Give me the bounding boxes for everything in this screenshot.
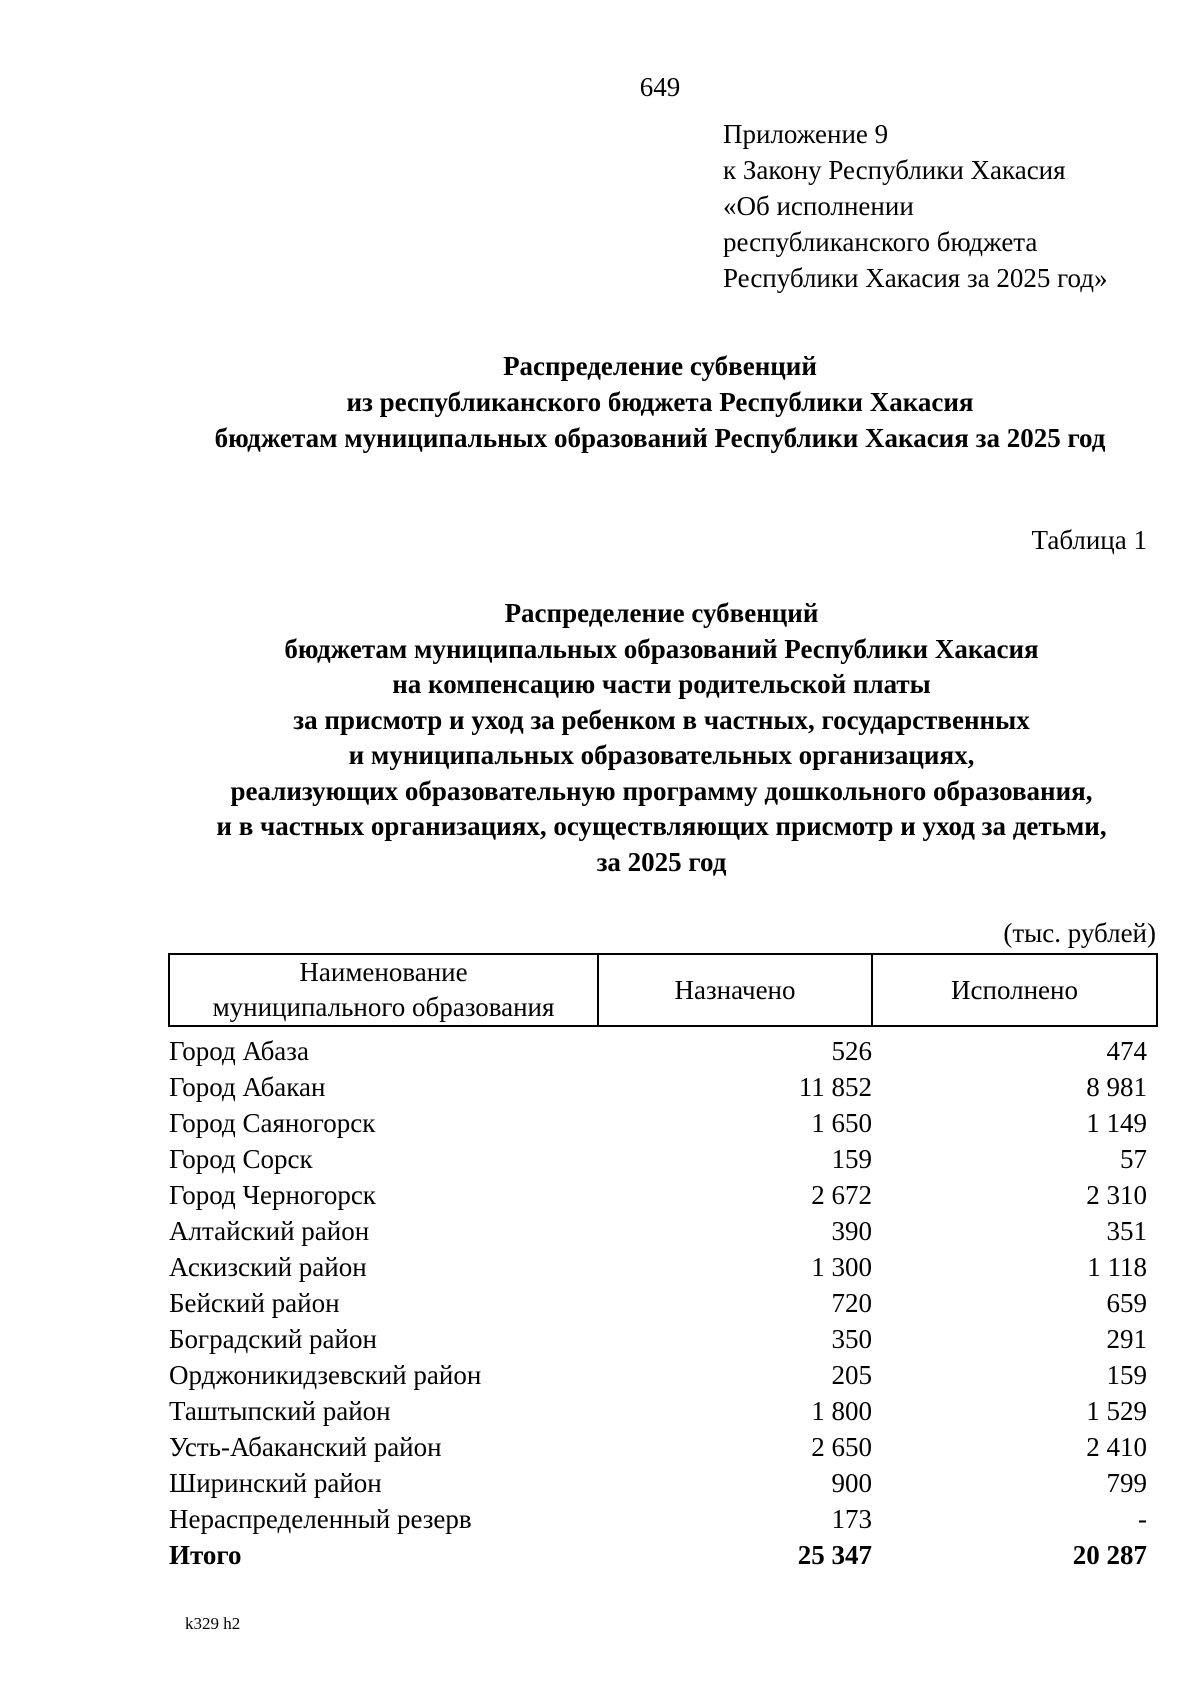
table-header-row — [169, 954, 1157, 1026]
cell-name: Таштыпский район — [169, 1395, 391, 1426]
cell-executed: 1 149 — [1086, 1107, 1147, 1138]
table-title-line: за присмотр и уход за ребенком в частных, государственных — [293, 704, 1030, 735]
table-title-line: и в частных организациях, осуществляющих присмотр и уход за детьми, — [216, 811, 1107, 841]
cell-executed: 2 310 — [1086, 1179, 1147, 1210]
cell-name: Город Саяногорск — [169, 1107, 376, 1138]
table-title-line: на компенсацию части родительской платы — [392, 669, 931, 699]
table-row — [169, 1429, 1157, 1465]
table-row — [169, 1177, 1157, 1213]
table-row — [169, 1141, 1157, 1177]
header-assigned: Назначено — [598, 954, 872, 1026]
table-row — [169, 1069, 1157, 1105]
header-municipality-line1: Наименование — [299, 957, 468, 987]
subsidy-table — [168, 953, 1158, 1573]
cell-executed: 474 — [1106, 1035, 1147, 1066]
cell-assigned: 2 650 — [811, 1431, 872, 1462]
cell-assigned: 720 — [831, 1287, 872, 1318]
cell-executed: 291 — [1106, 1323, 1147, 1354]
main-title — [0, 348, 1200, 456]
table-row — [169, 1285, 1157, 1321]
table-row — [169, 1249, 1157, 1285]
table-title-line: и муниципальных образовательных организациях, — [348, 740, 975, 770]
appendix-block — [723, 116, 1108, 296]
cell-executed: 351 — [1106, 1215, 1147, 1246]
main-title-line: бюджетам муниципальных образований Республики Хакасия за 2025 год — [214, 423, 1106, 453]
cell-name: Нераспределенный резерв — [169, 1503, 472, 1534]
table-row — [169, 1393, 1157, 1429]
cell-assigned: 1 650 — [811, 1107, 872, 1138]
cell-assigned: 205 — [831, 1359, 872, 1390]
cell-executed: 799 — [1106, 1467, 1147, 1498]
appendix-line: к Закону Республики Хакасия — [723, 155, 1066, 185]
cell-name: Орджоникидзевский район — [169, 1359, 482, 1390]
table-title-line: реализующих образовательную программу дошкольного образования, — [230, 775, 1093, 806]
cell-assigned: 900 — [831, 1467, 872, 1498]
cell-assigned: 159 — [831, 1143, 872, 1174]
table-label: Таблица 1 — [1031, 525, 1147, 555]
cell-name: Усть-Абаканский район — [169, 1431, 442, 1462]
cell-assigned: 2 672 — [811, 1179, 872, 1210]
table-row — [169, 1465, 1157, 1501]
appendix-line: Приложение 9 — [723, 119, 889, 149]
header-municipality — [169, 954, 598, 1026]
cell-executed: 1 529 — [1086, 1395, 1147, 1426]
footer-code: k329 h2 — [185, 1614, 241, 1633]
cell-executed: - — [1138, 1503, 1147, 1534]
total-assigned: 25 347 — [797, 1539, 872, 1570]
cell-executed: 57 — [1120, 1143, 1147, 1174]
cell-name: Ширинский район — [169, 1467, 382, 1498]
table-row — [169, 1105, 1157, 1141]
cell-executed: 659 — [1106, 1287, 1147, 1318]
table-row — [169, 1213, 1157, 1249]
unit-label: (тыс. рублей) — [1003, 918, 1156, 948]
cell-name: Алтайский район — [169, 1215, 370, 1246]
cell-assigned: 390 — [831, 1215, 872, 1246]
main-title-line: из республиканского бюджета Республики Хакасия — [346, 387, 974, 417]
cell-name: Город Сорск — [169, 1143, 313, 1174]
cell-name: Город Абакан — [169, 1071, 326, 1102]
cell-assigned: 173 — [831, 1503, 872, 1534]
cell-name: Бейский район — [169, 1287, 340, 1318]
cell-assigned: 350 — [831, 1323, 872, 1354]
cell-name: Аскизский район — [169, 1251, 367, 1282]
table-total-row — [169, 1537, 1157, 1573]
table-row — [169, 1026, 1157, 1069]
table-title-line: Распределение субвенций — [504, 598, 819, 628]
cell-assigned: 1 800 — [811, 1395, 872, 1426]
total-executed: 20 287 — [1072, 1539, 1147, 1570]
main-title-line: Распределение субвенций — [503, 351, 817, 381]
cell-assigned: 1 300 — [811, 1251, 872, 1282]
cell-executed: 2 410 — [1086, 1431, 1147, 1462]
appendix-line: «Об исполнении — [723, 191, 914, 221]
cell-assigned: 526 — [831, 1035, 872, 1066]
table-title-line: за 2025 год — [596, 846, 727, 877]
table-row — [169, 1321, 1157, 1357]
cell-assigned: 11 852 — [798, 1071, 872, 1102]
cell-name: Город Абаза — [169, 1035, 309, 1066]
header-executed: Исполнено — [872, 954, 1157, 1026]
cell-executed: 159 — [1106, 1359, 1147, 1390]
table-row — [169, 1357, 1157, 1393]
cell-name: Город Черногорск — [169, 1179, 376, 1210]
appendix-line: Республики Хакасия за 2025 год» — [723, 263, 1108, 293]
total-name: Итого — [169, 1539, 242, 1570]
table-row — [169, 1501, 1157, 1537]
header-municipality-line2: муниципального образования — [212, 992, 555, 1022]
cell-name: Боградский район — [169, 1323, 377, 1354]
table-title — [0, 596, 1200, 880]
table-title-line: бюджетам муниципальных образований Республики Хакасия — [284, 633, 1039, 664]
cell-executed: 8 981 — [1086, 1071, 1147, 1102]
page-number: 649 — [639, 72, 681, 102]
appendix-line: республиканского бюджета — [723, 227, 1038, 257]
cell-executed: 1 118 — [1087, 1251, 1147, 1282]
